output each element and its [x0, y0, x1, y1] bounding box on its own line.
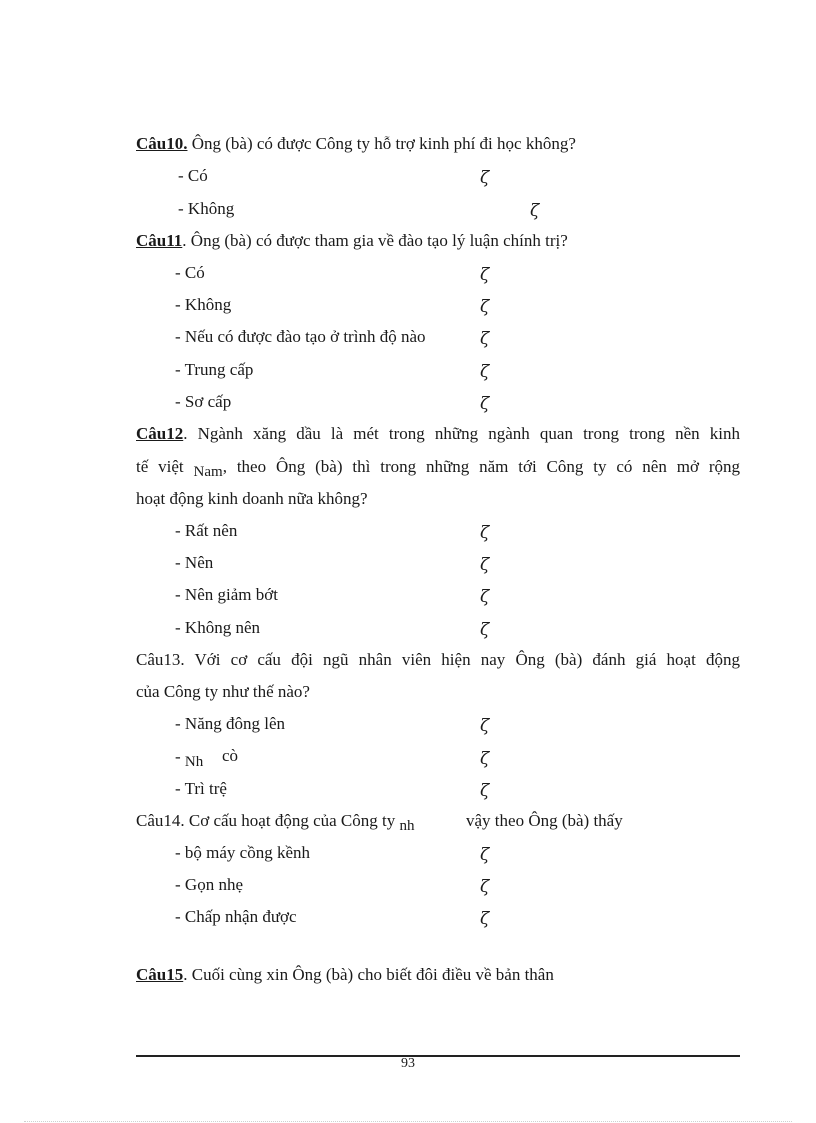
question-11-text: . Ông (bà) có được tham gia về đào tạo lý luận chính trị? — [182, 231, 568, 250]
question-10-text: Ông (bà) có được Công ty hỗ trợ kinh phí đi học không? — [187, 134, 576, 153]
question-13-line-1: Câu13. Với cơ cấu đội ngũ nhân viên hiện nay Ông (bà) đánh giá hoạt động — [136, 650, 740, 669]
q14-option-gon-nhe: - Gọn nhẹ — [175, 875, 243, 894]
q12-option-nen-checkbox[interactable]: ζ — [480, 555, 490, 575]
q14-option-chap-nhan-checkbox[interactable]: ζ — [480, 909, 490, 929]
q12-option-nen-giam-bot: - Nên giảm bớt — [175, 585, 278, 604]
question-10-label: Câu10. — [136, 134, 188, 153]
q11-option-so-cap: - Sơ cấp — [175, 392, 232, 411]
q11-option-co: - Có — [175, 263, 205, 282]
q10-option-khong-checkbox[interactable]: ζ — [530, 201, 540, 221]
q12-option-nen-giam-bot-checkbox[interactable]: ζ — [480, 587, 490, 607]
question-12-line-1-text: . Ngành xăng dầu là mét trong những ngành quan trong trong nền kinh — [183, 424, 740, 443]
question-14-text-sub: nh — [399, 818, 415, 834]
q14-option-cong-kenh: - bộ máy cồng kềnh — [175, 843, 311, 862]
q13-option-nang-dong: - Năng đông lên — [175, 714, 286, 733]
q12-option-rat-nen: - Rất nên — [175, 521, 238, 540]
q10-option-khong: - Không — [178, 199, 235, 218]
q13-option-2 — [175, 747, 203, 768]
question-14 — [136, 811, 414, 832]
q14-option-cong-kenh-checkbox[interactable]: ζ — [480, 845, 490, 865]
q12-option-khong-nen-checkbox[interactable]: ζ — [480, 620, 490, 640]
q11-option-level: - Nếu có được đào tạo ở trình độ nào — [175, 327, 426, 346]
q14-option-gon-nhe-checkbox[interactable]: ζ — [480, 877, 490, 897]
q13-option-2-b: cò — [222, 746, 239, 765]
question-12-line-2-b: , theo Ông (bà) thì trong những năm tới Công ty có nên mở rộng — [222, 457, 740, 476]
q11-option-khong: - Không — [175, 295, 232, 314]
question-12-line-3: hoạt động kinh doanh nữa không? — [136, 489, 368, 508]
question-14-text-a: Câu14. Cơ cấu hoạt động của Công ty — [136, 811, 400, 830]
page-number: 93 — [401, 1056, 415, 1071]
question-12-line-2-a: tế việt — [136, 457, 194, 476]
question-14-text-b: vậy theo Ông (bà) thấy — [466, 811, 623, 830]
q13-option-tri-tre-checkbox[interactable]: ζ — [480, 781, 490, 801]
question-10 — [136, 134, 576, 154]
question-12-label: Câu12 — [136, 424, 184, 443]
q12-option-rat-nen-checkbox[interactable]: ζ — [480, 523, 490, 543]
q10-option-co: - Có — [178, 166, 208, 185]
q12-option-khong-nen: - Không nên — [175, 618, 260, 637]
page-edge — [24, 1121, 792, 1122]
q11-option-trung-cap-checkbox[interactable]: ζ — [480, 362, 490, 382]
question-15 — [136, 965, 554, 985]
question-15-text: . Cuối cùng xin Ông (bà) cho biết đôi điều về bản thân — [183, 965, 554, 984]
q13-option-2-sub: Nh — [184, 754, 204, 770]
question-13-line-2: của Công ty như thế nào? — [136, 682, 310, 701]
question-15-label: Câu15 — [136, 965, 184, 984]
q11-option-trung-cap: - Trung cấp — [175, 360, 254, 379]
q10-option-co-checkbox[interactable]: ζ — [480, 168, 490, 188]
question-12-line-2-sub: Nam — [193, 464, 223, 480]
q12-option-nen: - Nên — [175, 553, 214, 572]
q13-option-tri-tre: - Trì trệ — [175, 779, 227, 798]
q11-option-khong-checkbox[interactable]: ζ — [480, 297, 490, 317]
question-12-line-2 — [136, 457, 740, 478]
question-11 — [136, 231, 568, 251]
q11-option-level-checkbox[interactable]: ζ — [480, 329, 490, 349]
q13-option-nang-dong-checkbox[interactable]: ζ — [480, 716, 490, 736]
q13-option-2-checkbox[interactable]: ζ — [480, 749, 490, 769]
q11-option-co-checkbox[interactable]: ζ — [480, 265, 490, 285]
question-12-line-1 — [136, 424, 740, 444]
q13-option-2-a: - — [175, 747, 185, 766]
question-11-label: Câu11 — [136, 231, 183, 250]
q11-option-so-cap-checkbox[interactable]: ζ — [480, 394, 490, 414]
q14-option-chap-nhan: - Chấp nhận được — [175, 907, 297, 926]
